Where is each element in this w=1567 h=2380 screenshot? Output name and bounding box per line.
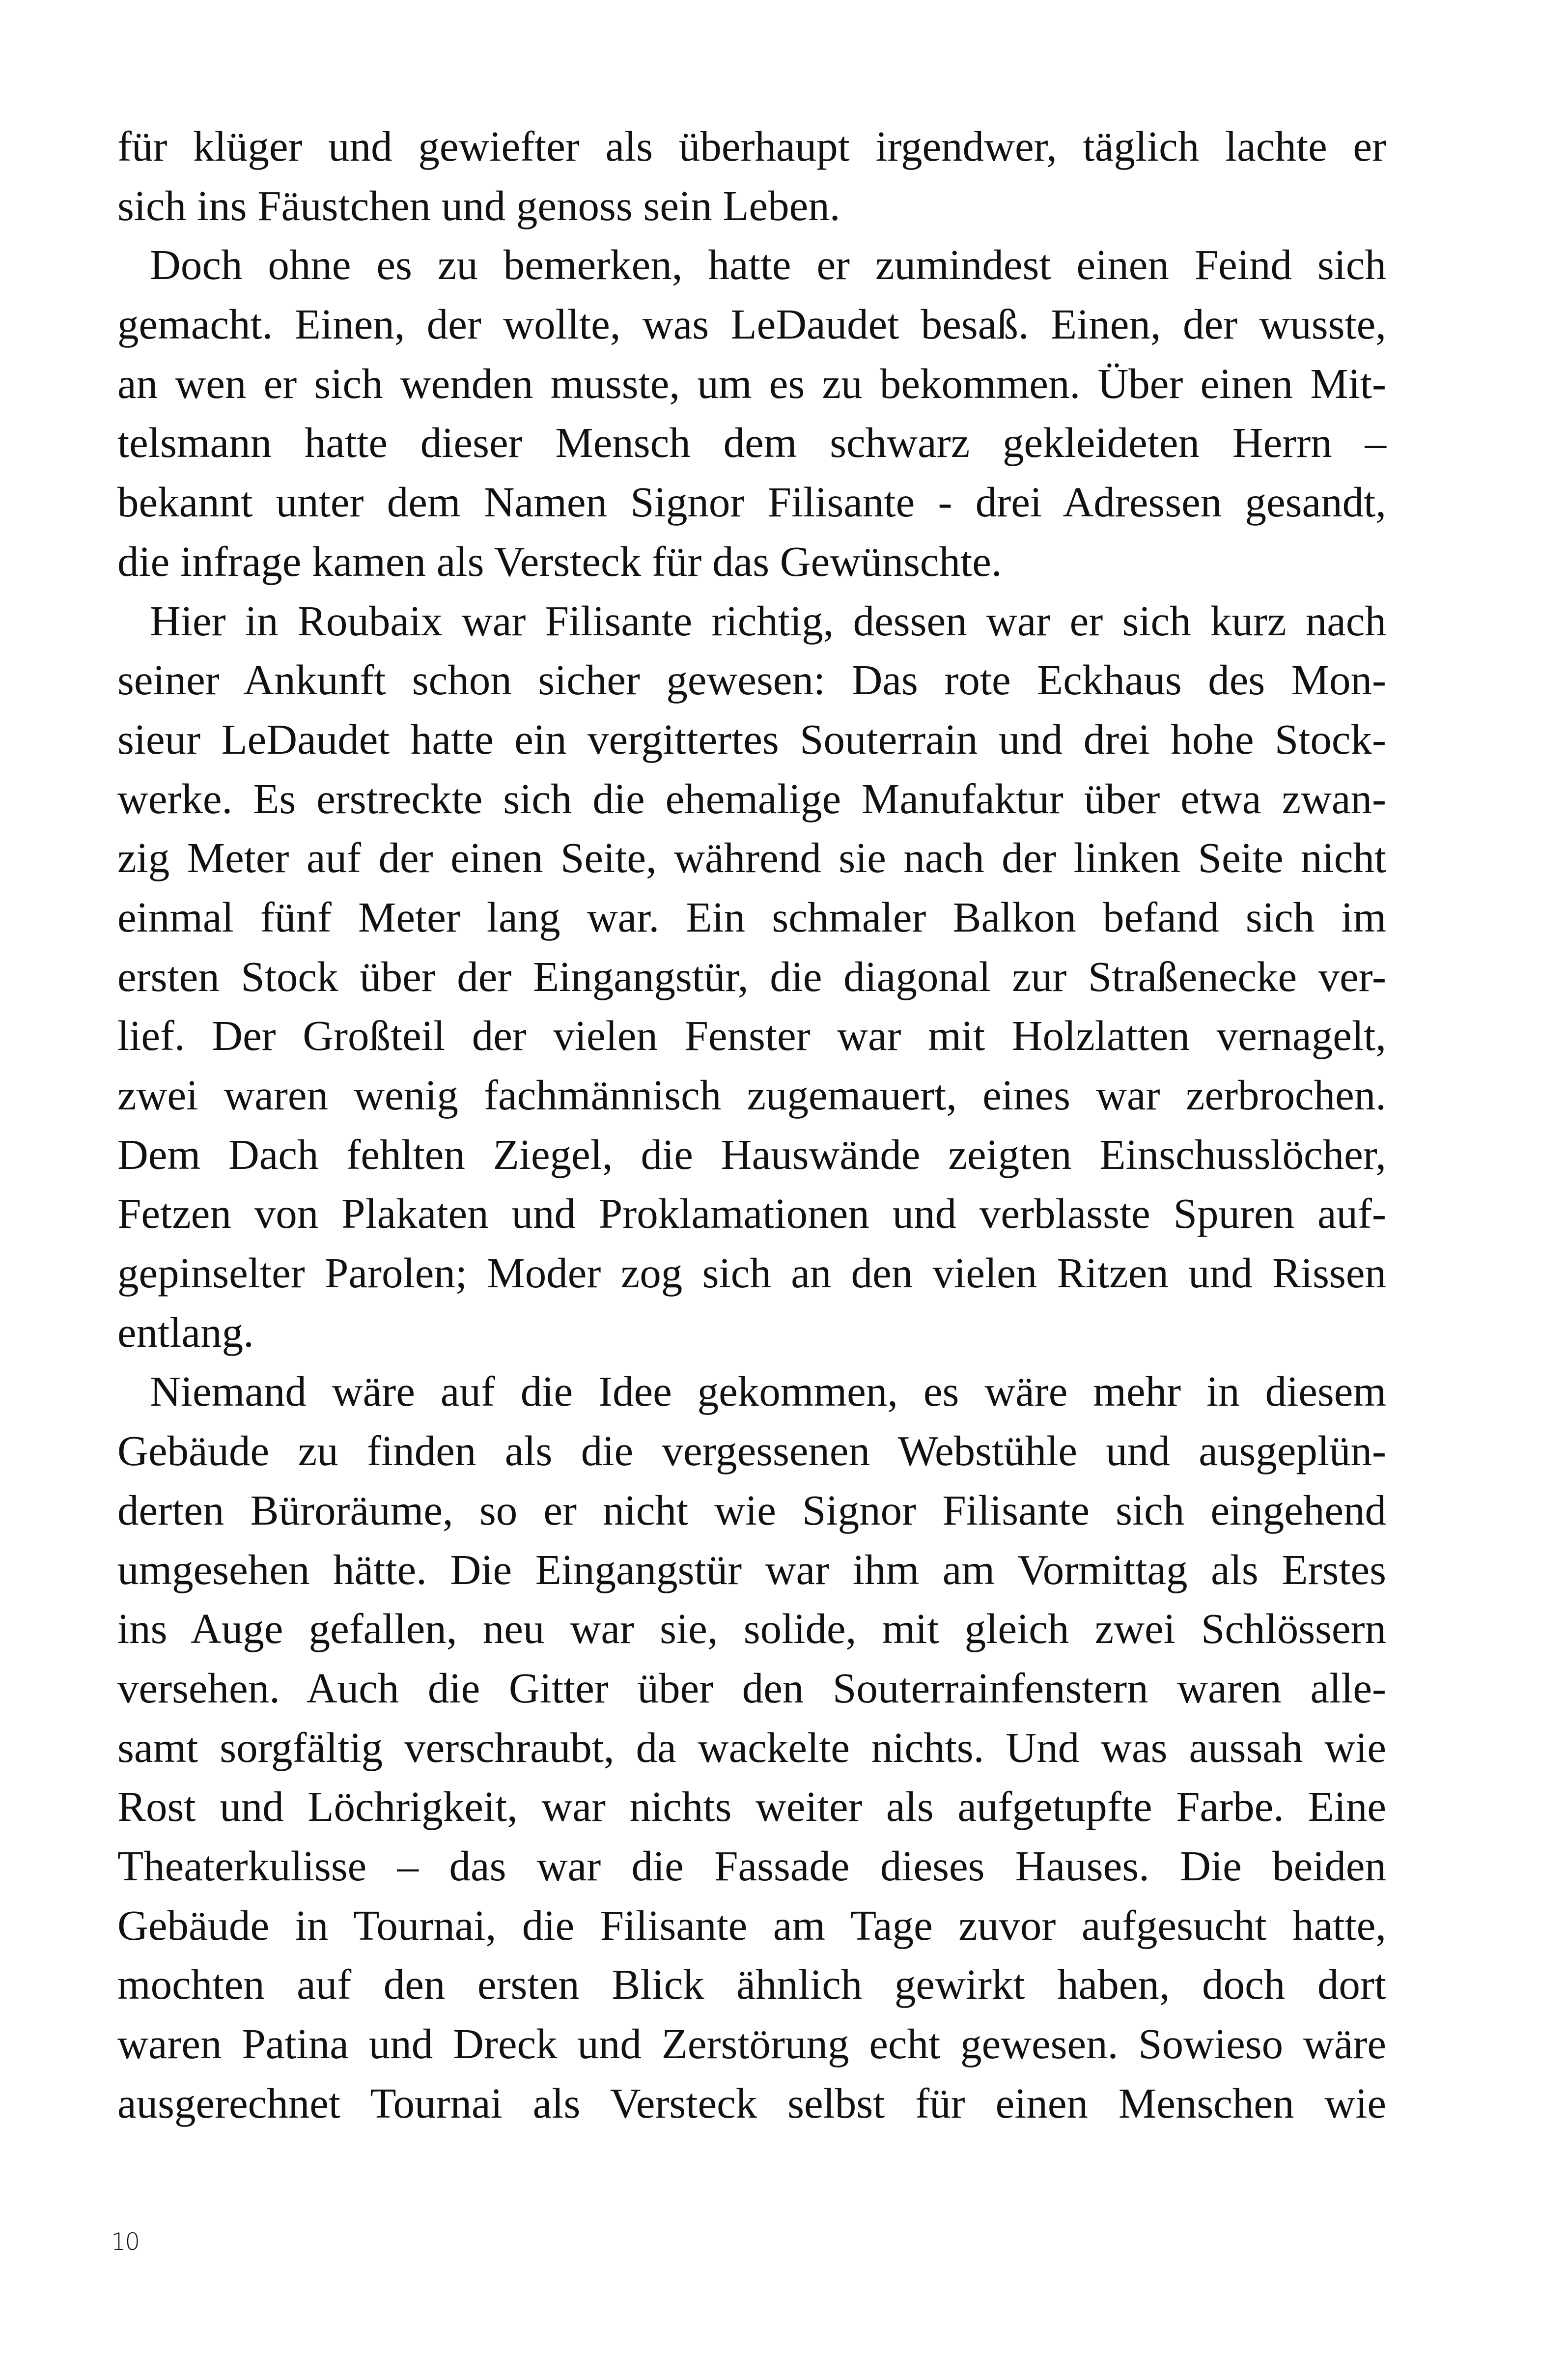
text-line: Niemand wäre auf die Idee gekommen, es wäre mehr in diesem <box>150 1367 1386 1416</box>
paragraph-3 <box>117 592 1386 1362</box>
text-line: Hier in Roubaix war Filisante richtig, dessen war er sich kurz nach <box>150 596 1386 645</box>
text-line: entlang. <box>117 1308 254 1356</box>
text-line: Dem Dach fehlten Ziegel, die Hauswände zeigten Einschusslöcher, <box>117 1130 1386 1178</box>
text-line: ausgerechnet Tournai als Versteck selbst für einen Menschen wie <box>117 2079 1386 2127</box>
text-line: waren Patina und Dreck und Zerstörung echt gewesen. Sowieso wäre <box>117 2020 1386 2068</box>
text-line: die infrage kamen als Versteck für das Gewünschte. <box>117 537 1002 585</box>
text-line: gepinselter Parolen; Moder zog sich an den vielen Ritzen und Rissen <box>117 1249 1386 1297</box>
text-line: werke. Es erstreckte sich die ehemalige Manufaktur über etwa zwan- <box>117 774 1386 822</box>
text-line: derten Büroräume, so er nicht wie Signor Filisante sich eingehend <box>117 1486 1386 1534</box>
text-line: Rost und Löchrigkeit, war nichts weiter als aufgetupfte Farbe. Eine <box>117 1783 1386 1831</box>
text-line: Fetzen von Plakaten und Proklamationen und verblasste Spuren auf- <box>117 1190 1386 1238</box>
text-line: telsmann hatte dieser Mensch dem schwarz gekleideten Herrn – <box>117 419 1386 467</box>
text-line: lief. Der Großteil der vielen Fenster war mit Holzlatten vernagelt, <box>117 1012 1386 1060</box>
text-line: zig Meter auf der einen Seite, während sie nach der linken Seite nicht <box>117 834 1386 882</box>
text-line: ersten Stock über der Eingangstür, die diagonal zur Straßenecke ver- <box>117 952 1386 1000</box>
text-line: Theaterkulisse – das war die Fassade dieses Hauses. Die beiden <box>117 1842 1386 1890</box>
text-line: versehen. Auch die Gitter über den Souterrainfenstern waren alle- <box>117 1664 1386 1712</box>
text-line: für klüger und gewiefter als überhaupt irgendwer, täglich lachte er <box>117 122 1386 170</box>
text-line: samt sorgfältig verschraubt, da wackelte nichts. Und was aussah wie <box>117 1723 1386 1771</box>
text-line: zwei waren wenig fachmännisch zugemauert, eines war zerbrochen. <box>117 1071 1386 1119</box>
text-line: Gebäude zu finden als die vergessenen Webstühle und ausgeplün- <box>117 1427 1386 1475</box>
text-line: seiner Ankunft schon sicher gewesen: Das rote Eckhaus des Mon- <box>117 656 1386 704</box>
paragraph-1 <box>117 117 1386 235</box>
text-line: ins Auge gefallen, neu war sie, solide, mit gleich zwei Schlössern <box>117 1605 1386 1653</box>
text-line: sich ins Fäustchen und genoss sein Leben. <box>117 181 840 229</box>
text-line: einmal fünf Meter lang war. Ein schmaler Balkon befand sich im <box>117 893 1386 941</box>
paragraph-4 <box>117 1362 1386 2133</box>
text-line: Doch ohne es zu bemerken, hatte er zumindest einen Feind sich <box>150 241 1386 289</box>
text-line: umgesehen hätte. Die Eingangstür war ihm am Vormittag als Erstes <box>117 1545 1386 1593</box>
paragraph-2 <box>117 235 1386 591</box>
text-line: mochten auf den ersten Blick ähnlich gewirkt haben, doch dort <box>117 1960 1386 2009</box>
page-number: 10 <box>111 2228 140 2256</box>
text-line: an wen er sich wenden musste, um es zu bekommen. Über einen Mit- <box>117 359 1386 407</box>
text-line: gemacht. Einen, der wollte, was LeDaudet besaß. Einen, der wusste, <box>117 300 1386 348</box>
body-text <box>117 117 1386 2133</box>
text-line: bekannt unter dem Namen Signor Filisante - drei Adressen gesandt, <box>117 478 1386 526</box>
text-line: sieur LeDaudet hatte ein vergittertes Souterrain und drei hohe Stock- <box>117 715 1386 763</box>
text-line: Gebäude in Tournai, die Filisante am Tage zuvor aufgesucht hatte, <box>117 1901 1386 1949</box>
